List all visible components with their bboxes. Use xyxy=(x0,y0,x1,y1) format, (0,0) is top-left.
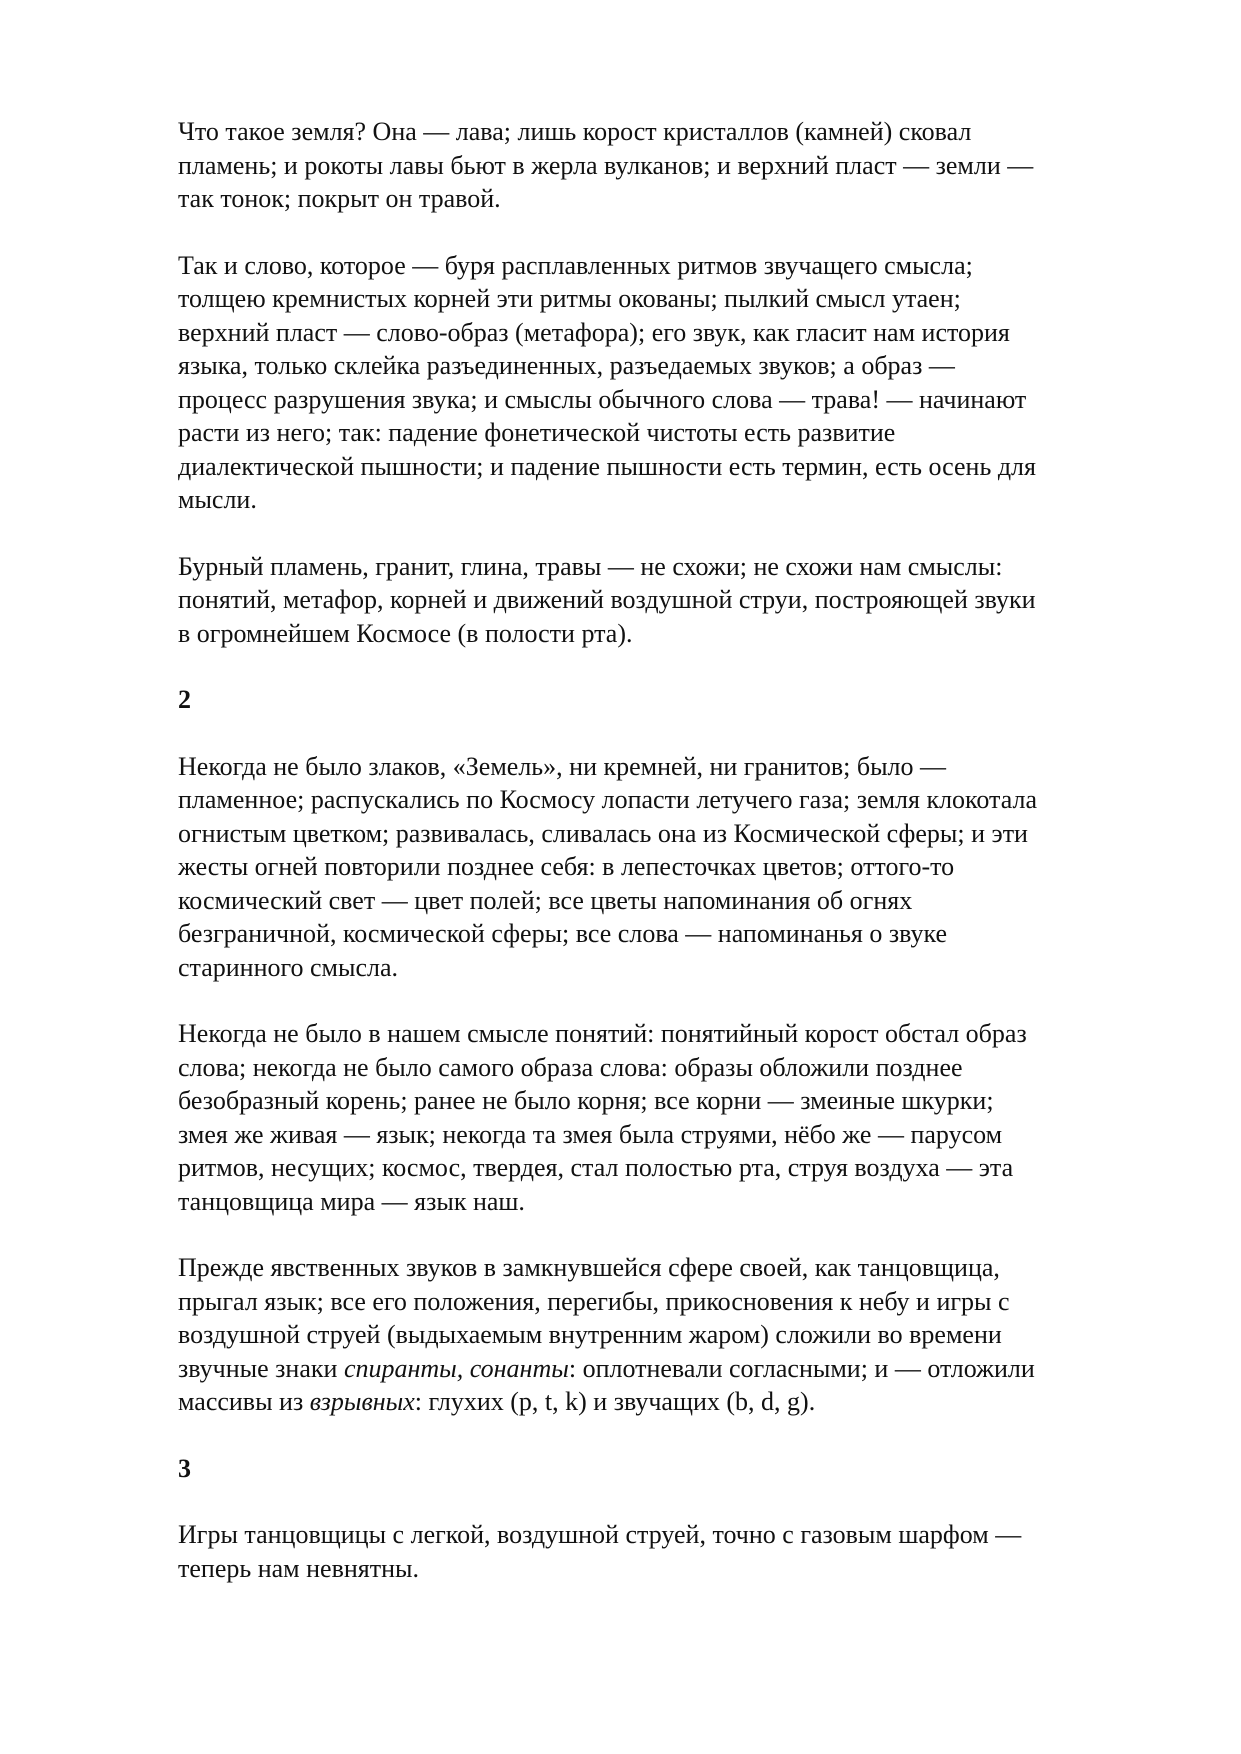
paragraph-earth xyxy=(178,115,1153,216)
text-line: Прежде явственных звуков в замкнувшейся сфере своей, как танцовщица, xyxy=(178,1253,1000,1282)
italic-term-plosives: взрывных xyxy=(309,1387,415,1416)
paragraph-dancer xyxy=(178,1251,1153,1419)
paragraph-word xyxy=(178,249,1153,517)
text-line xyxy=(178,1352,1153,1386)
text-line: жесты огней повторили позднее себя: в лепесточках цветов; оттого-то xyxy=(178,852,955,881)
text-line: прыгал язык; все его положения, перегибы, прикосновения к небу и игры с xyxy=(178,1286,1010,1316)
text-line: процесс разрушения звука; и смыслы обычного слова — трава! — начинают xyxy=(178,384,1027,414)
text-segment: массивы из xyxy=(178,1387,310,1416)
paragraph-concepts xyxy=(178,1017,1153,1218)
text-line: пламень; и рокоты лавы бьют в жерла вулканов; и верхний пласт — земли — xyxy=(178,150,1034,180)
paragraph-flame xyxy=(178,550,1153,651)
section-heading-2: 2 xyxy=(178,685,191,714)
text-line: воздушной струей (выдыхаемым внутренним жаром) сложили во времени xyxy=(178,1320,1002,1349)
document-page xyxy=(178,115,1153,1618)
paragraph-cosmos xyxy=(178,750,1153,985)
text-line: Бурный пламень, гранит, глина, травы — не схожи; не схожи нам смыслы: xyxy=(178,551,1003,581)
text-line: Что такое земля? Она — лава; лишь корост кристаллов (камней) сковал xyxy=(178,117,972,146)
text-segment: : оплотневали согласными; и — отложили xyxy=(568,1353,1035,1383)
text-line: языка, только склейка разъединенных, разъедаемых звуков; а образ — xyxy=(178,351,955,380)
text-line: танцовщица мира — язык наш. xyxy=(178,1186,525,1216)
text-line: огнистым цветком; развивалась, сливалась она из Космической сферы; и эти xyxy=(178,818,1028,848)
text-line: пламенное; распускались по Космосу лопасти летучего газа; земля клокотала xyxy=(178,785,1037,814)
text-line: космический свет — цвет полей; все цветы напоминания об огнях xyxy=(178,885,913,915)
text-line: Игры танцовщицы с легкой, воздушной струей, точно с газовым шарфом — xyxy=(178,1520,1022,1549)
text-line: в огромнейшем Космосе (в полости рта). xyxy=(178,618,633,648)
text-line: безграничной, космической сферы; все слова — напоминанья о звуке xyxy=(178,919,948,948)
text-line: безобразный корень; ранее не было корня; все корни — змеиные шкурки; xyxy=(178,1086,994,1115)
text-line: теперь нам невнятны. xyxy=(178,1553,419,1583)
text-line: так тонок; покрыт он травой. xyxy=(178,184,501,213)
text-line: старинного смысла. xyxy=(178,952,399,982)
text-line: толщею кремнистых корней эти ритмы окованы; пылкий смысл утаен; xyxy=(178,284,961,313)
text-line: слова; некогда не было самого образа слова: образы обложили позднее xyxy=(178,1052,963,1082)
text-line: Некогда не было злаков, «Земель», ни кремней, ни гранитов; было — xyxy=(178,751,947,781)
text-line: Некогда не было в нашем смысле понятий: понятийный корост обстал образ xyxy=(178,1019,1027,1048)
text-line: расти из него; так: падение фонетической чистоты есть развитие xyxy=(178,418,896,447)
text-line: змея же живая — язык; некогда та змея была струями, нёбо же — парусом xyxy=(178,1119,1003,1149)
text-line: понятий, метафор, корней и движений воздушной струи, построяющей звуки xyxy=(178,585,1036,614)
text-line: верхний пласт — слово-образ (метафора); его звук, как гласит нам история xyxy=(178,317,1010,347)
text-segment: : глухих (p, t, k) и звучащих (b, d, g). xyxy=(414,1387,816,1416)
text-line: Так и слово, которое — буря расплавленных ритмов звучащего смысла; xyxy=(178,250,973,280)
text-line: ритмов, несущих; космос, твердея, стал полостью рта, струя воздуха — эта xyxy=(178,1153,1014,1182)
italic-term-spirants-sonants: спиранты, сонанты xyxy=(343,1353,569,1383)
text-line: диалектической пышности; и падение пышности есть термин, есть осень для xyxy=(178,451,1036,481)
section-heading-3: 3 xyxy=(178,1453,191,1483)
text-line xyxy=(178,1385,1153,1419)
paragraph-games xyxy=(178,1518,1153,1585)
text-line: мысли. xyxy=(178,485,257,514)
text-segment: звучные знаки xyxy=(178,1353,344,1383)
